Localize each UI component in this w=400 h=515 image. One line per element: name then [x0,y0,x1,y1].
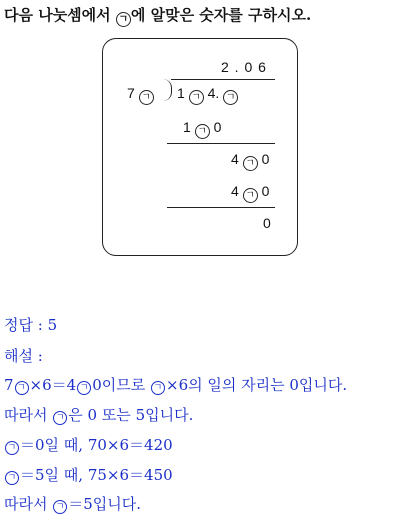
circled-symbol-icon: ㄱ [139,90,154,105]
division-bracket [163,79,172,101]
circled-symbol-icon: ㄱ [116,12,131,27]
question-text [4,4,311,27]
division-box [102,38,298,256]
circled-symbol-icon: ㄱ [5,471,19,485]
quotient: 2 . 0 6 [221,59,267,75]
line1-part-d: ×6의 일의 자리는 0입니다. [166,376,348,394]
rem1-trail: 0 [261,151,270,167]
line5-part-a: 따라서 [4,495,53,513]
rem1-lead: 4 [231,151,239,167]
circled-symbol-icon: ㄱ [243,156,258,171]
circled-symbol-icon: ㄱ [53,411,67,425]
circled-symbol-icon: ㄱ [223,90,238,105]
line2-part-b: 은 0 또는 5입니다. [68,406,194,424]
answer-line: 정답 : 5 [4,316,58,334]
explanation-line-1 [4,374,347,395]
explanation-label: 해설 : [4,347,43,365]
circled-symbol-icon: ㄱ [5,441,19,455]
step2-trail: 0 [261,183,270,199]
subtract-line-1 [167,143,275,144]
explanation-line-5 [4,493,141,514]
circled-symbol-icon: ㄱ [77,381,91,395]
step1-product [183,119,221,139]
circled-symbol-icon: ㄱ [243,188,258,203]
dividend-mid: 4. [207,85,220,101]
circled-symbol-icon: ㄱ [151,381,165,395]
circled-symbol-icon: ㄱ [53,500,67,514]
divisor-digit: 7 [127,85,135,101]
step1-trail: 0 [213,119,222,135]
dividend [177,85,238,105]
explanation-line-4 [4,464,173,485]
division-bar [171,79,275,80]
line1-part-a: 7 [4,376,14,394]
question-suffix: 에 알맞은 숫자를 구하시오. [130,6,312,24]
step1-lead: 1 [183,119,191,135]
circled-symbol-icon: ㄱ [189,90,204,105]
line4-part-b: ＝5일 때, 75×6＝450 [20,466,173,484]
question-prefix: 다음 나눗셈에서 [4,6,116,24]
divisor [127,85,154,105]
line2-part-a: 따라서 [4,406,53,424]
line5-part-b: ＝5입니다. [68,495,142,513]
dividend-lead: 1 [177,85,185,101]
remainder-1 [231,151,269,171]
step2-product [231,183,269,203]
explanation-line-2 [4,404,193,425]
line1-part-c: 0이므로 [92,376,150,394]
step2-lead: 4 [231,183,239,199]
subtract-line-2 [167,207,275,208]
final-remainder: 0 [263,215,271,231]
circled-symbol-icon: ㄱ [15,381,29,395]
circled-symbol-icon: ㄱ [195,124,210,139]
line1-part-b: ×6＝4 [29,376,77,394]
line3-part-b: ＝0일 때, 70×6＝420 [20,436,173,454]
explanation-line-3 [4,434,173,455]
